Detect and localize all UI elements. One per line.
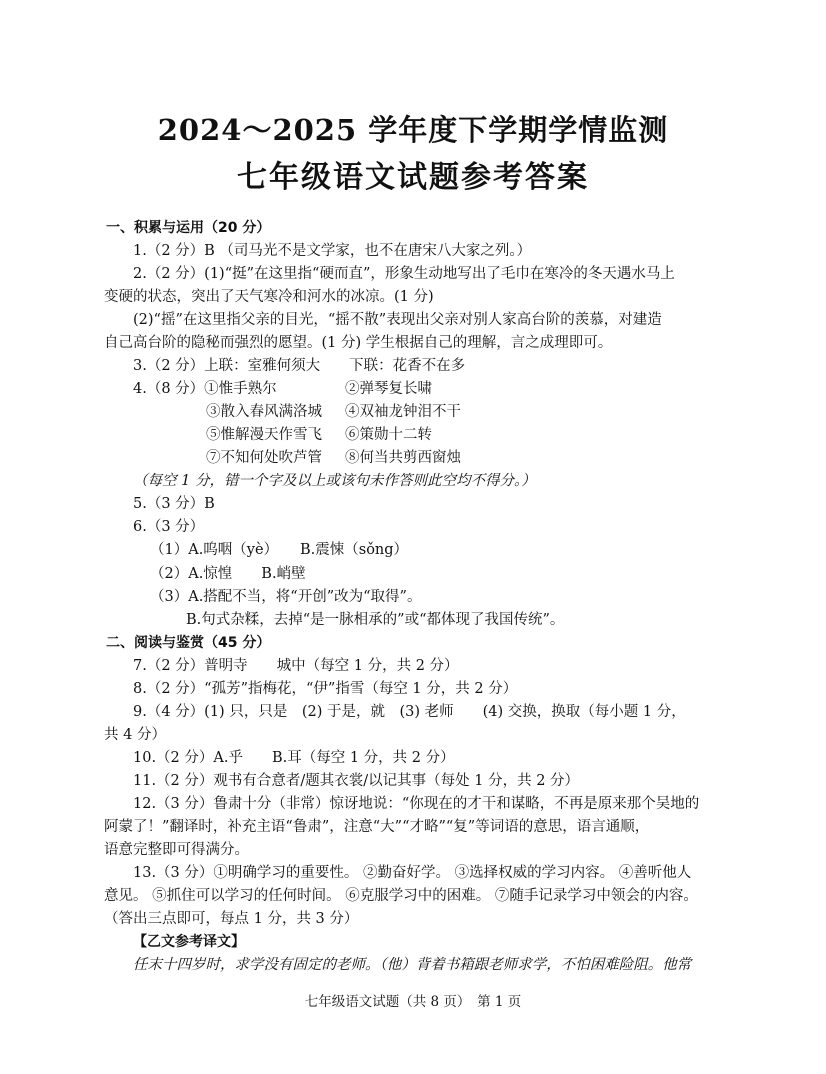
answer-line: (2)“摇”在这里指父亲的目光，“摇不散”表现出父亲对别人家高台阶的羡慕，对建造: [133, 312, 662, 328]
answer-line: ②弹琴复长啸: [345, 381, 432, 397]
answer-line: 阿蒙了！”翻译时，补充主语“鲁肃”，注意“大”“才略”“复”等词语的意思，语言通顺，: [104, 819, 650, 835]
answer-line: 10.（2 分）A.乎 B.耳（每空 1 分，共 2 分）: [133, 750, 455, 766]
answer-line: ⑥策勋十二转: [345, 427, 432, 443]
document-title: 2024～2025 学年度下学期学情监测: [157, 113, 669, 147]
answer-line: 语意完整即可得满分。: [104, 842, 249, 858]
answer-line: 变硬的状态，突出了天气寒冷和河水的冰凉。(1 分): [104, 289, 434, 305]
answer-line: 2.（2 分）(1)“挺”在这里指“硬而直”，形象生动地写出了毛巾在寒冷的冬天遇水马上: [133, 266, 675, 282]
answer-line: 共 4 分）: [104, 727, 166, 743]
translation-heading: 【乙文参考译文】: [133, 934, 245, 950]
answer-line: 5.（3 分）B: [133, 496, 215, 512]
answer-line: ④双袖龙钟泪不干: [345, 404, 461, 420]
answer-line: B.震悚（sǒng）: [300, 542, 409, 558]
answer-line: 自己高台阶的隐秘而强烈的愿望。(1 分) 学生根据自己的理解，言之成理即可。: [104, 335, 613, 351]
answer-line: 3.（2 分）上联：室雅何须大 下联：花香不在多: [133, 358, 466, 374]
answer-line: ⑦不知何处吹芦管: [206, 450, 322, 466]
scoring-note: （每空 1 分，错一个字及以上或该句未作答则此空均不得分。）: [133, 473, 536, 489]
answer-line: 4.（8 分）①惟手熟尔: [133, 381, 277, 397]
answer-line: （2）A.惊惶 B.峭壁: [150, 566, 306, 582]
answer-line: 11.（2 分）观书有合意者/题其衣裳/以记其事（每处 1 分，共 2 分）: [133, 773, 580, 789]
answer-line: 意见。 ⑤抓住可以学习的任何时间。 ⑥克服学习中的困难。 ⑦随手记录学习中领会的内容。: [104, 888, 698, 904]
answer-line: ⑧何当共剪西窗烛: [345, 450, 461, 466]
answer-line: ③散入春风满洛城: [206, 404, 322, 420]
translation-text: 任末十四岁时，求学没有固定的老师。（他）背着书箱跟老师求学，不怕困难险阻。他常: [133, 957, 692, 973]
answer-line: B.句式杂糅，去掉“是一脉相承的”或“都体现了我国传统”。: [186, 612, 565, 628]
document-subtitle: 七年级语文试题参考答案: [237, 160, 589, 195]
answer-line: 9.（4 分）(1) 只，只是 (2) 于是，就 (3) 老师 (4) 交换，换取（每小题 1 分，: [133, 704, 686, 720]
answer-line: 7.（2 分）普明寺 城中（每空 1 分，共 2 分）: [133, 658, 459, 674]
section-heading: 一、积累与运用（20 分）: [106, 220, 271, 236]
answer-line: 6.（3 分）: [133, 519, 205, 535]
answer-line: （答出三点即可，每点 1 分，共 3 分）: [104, 911, 359, 927]
answer-line: （3）A.搭配不当，将“开创”改为“取得”。: [150, 589, 422, 605]
answer-line: 1.（2 分）B （司马光不是文学家，也不在唐宋八大家之列。）: [133, 243, 532, 259]
answer-line: 12.（3 分）鲁肃十分（非常）惊讶地说：“你现在的才干和谋略，不再是原来那个吴地的: [133, 796, 700, 812]
answer-line: （1）A.呜咽（yè）: [150, 542, 279, 558]
page-footer: 七年级语文试题（共 8 页） 第 1 页: [304, 994, 522, 1010]
answer-line: ⑤惟解漫天作雪飞: [206, 427, 322, 443]
section-heading: 二、阅读与鉴赏（45 分）: [106, 635, 271, 651]
answer-line: 8.（2 分）“孤芳”指梅花，“伊”指雪（每空 1 分，共 2 分）: [133, 681, 518, 697]
answer-line: 13.（3 分）①明确学习的重要性。 ②勤奋好学。 ③选择权威的学习内容。 ④善听他人: [133, 865, 692, 881]
